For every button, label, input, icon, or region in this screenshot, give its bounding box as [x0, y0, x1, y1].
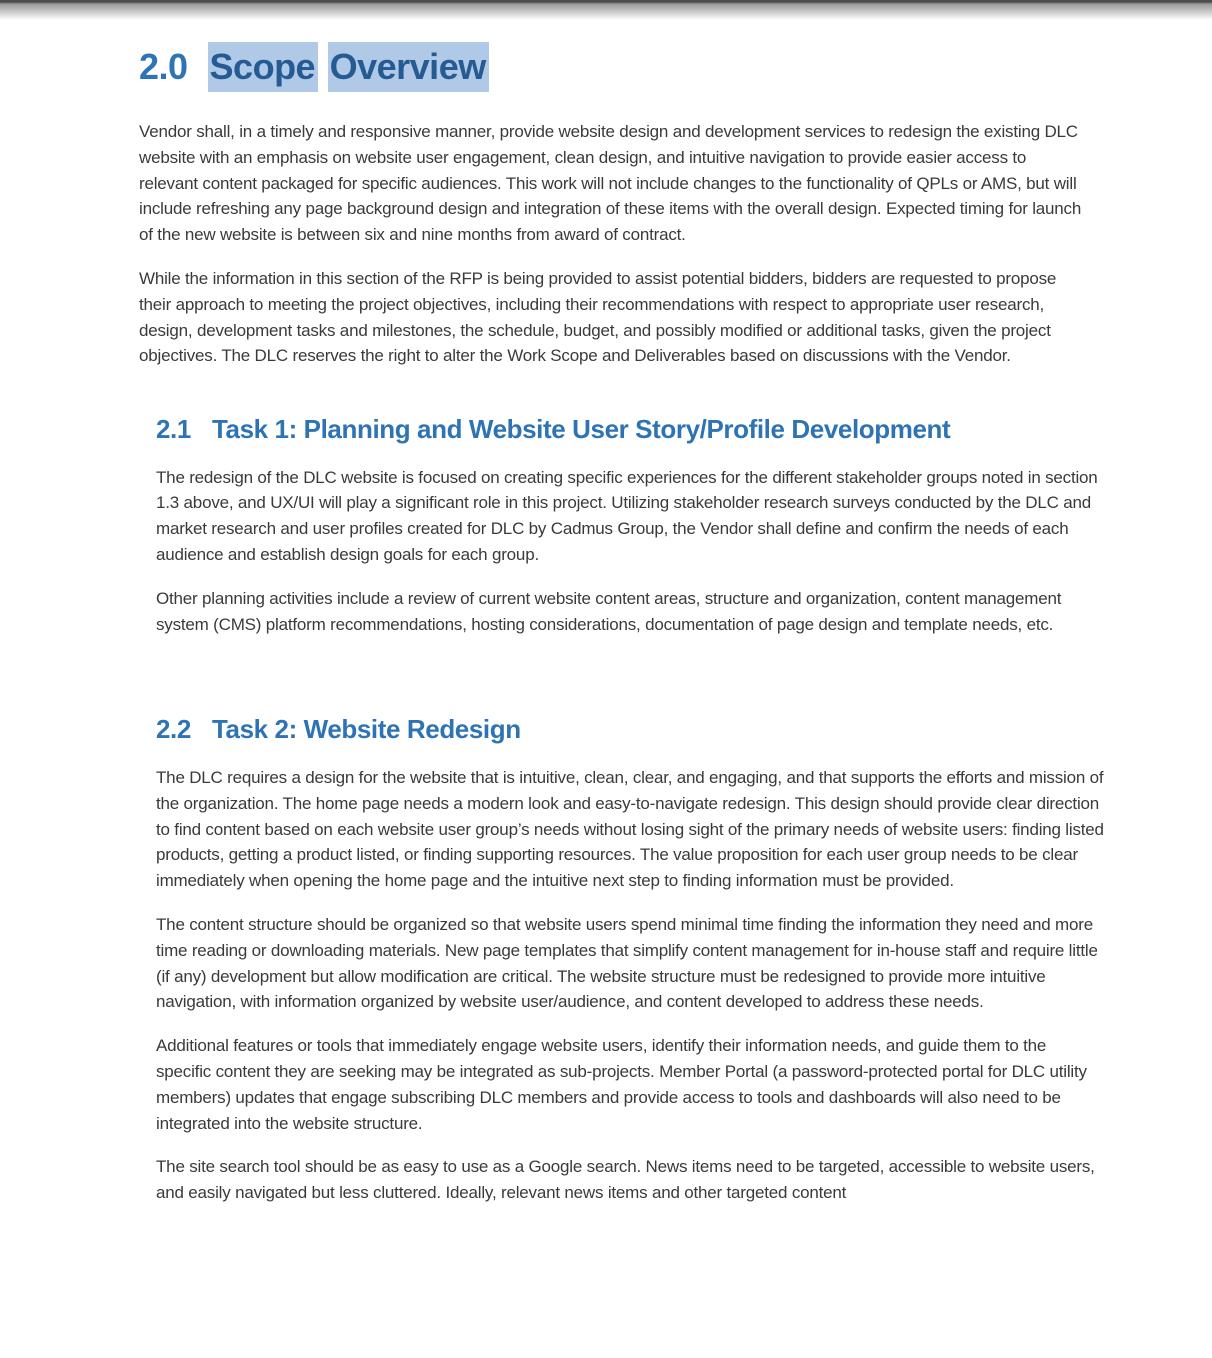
section-2-1-heading	[156, 413, 1087, 446]
title-highlighted-word-overview: Overview	[328, 42, 489, 92]
title-highlighted-word-scope: Scope	[208, 42, 319, 92]
section-2-2-paragraph-2: The content structure should be organized so that website users spend minimal time finding the information they need and more time reading or downloading materials. New page templates that simplify content management for in-house staff and require little (if any) development but allow modification are critical. The website structure must be redesigned to provide more intuitive navigation, with information organized by website user/audience, and content developed to address these needs.	[156, 914, 1098, 1012]
document-title	[139, 44, 1087, 89]
section-2-2-paragraph-3: Additional features or tools that immediately engage website users, identify their information needs, and guide them to the specific content they are seeking may be integrated as sub-projects. Member Portal (a password-protected portal for DLC utility members) updates that engage subscribing DLC members and provide access to tools and dashboards will also need to be integrated into the website structure.	[156, 1036, 1087, 1133]
intro-paragraph-1: Vendor shall, in a timely and responsive manner, provide website design and development services to redesign the existing DLC website with an emphasis on website user engagement, clean design, and intuitive navigation to provide easier access to relevant content packaged for specific audiences. This work will not include changes to the functionality of QPLs or AMS, but will include refreshing any page background design and integration of these items with the overall design. Expected timing for launch of the new website is between six and nine months from award of contract.	[139, 122, 1082, 245]
section-2-2-number: 2.2	[156, 714, 191, 745]
section-spacer	[139, 655, 1087, 669]
section-2-1-title: Task 1: Planning and Website User Story/Profile Development	[211, 414, 951, 445]
page-top-shadow	[0, 0, 1212, 20]
section-2-1	[156, 413, 1098, 637]
section-2-1-number: 2.1	[156, 414, 191, 445]
section-2-2-heading	[156, 713, 1087, 746]
title-section-number: 2.0	[139, 46, 188, 87]
section-2-2	[156, 713, 1104, 1205]
section-2-2-title: Task 2: Website Redesign	[211, 714, 521, 745]
section-2-2-paragraph-4: The site search tool should be as easy to use as a Google search. News items need to be targeted, accessible to website users, and easily navigated but less cluttered. Ideally, relevant news items and other targeted content	[156, 1157, 1095, 1203]
section-2-1-paragraph-1: The redesign of the DLC website is focused on creating specific experiences for the different stakeholder groups noted in section 1.3 above, and UX/UI will play a significant role in this project. Utilizing stakeholder research surveys conducted by the DLC and market research and user profiles created for DLC by Cadmus Group, the Vendor shall define and confirm the needs of each audience and establish design goals for each group.	[156, 467, 1098, 565]
intro-paragraph-2: While the information in this section of the RFP is being provided to assist potential bidders, bidders are requested to propose their approach to meeting the project objectives, including their recommendations with respect to appropriate user research, design, development tasks and milestones, the schedule, budget, and possibly modified or additional tasks, given the project objectives. The DLC reserves the right to alter the Work Scope and Deliverables based on discussions with the Vendor.	[139, 268, 1057, 366]
section-2-1-paragraph-2: Other planning activities include a review of current website content areas, structure and organization, content management system (CMS) platform recommendations, hosting considerations, documentation of page design and template needs, etc.	[156, 588, 1062, 634]
section-2-2-paragraph-1: The DLC requires a design for the website that is intuitive, clean, clear, and engaging, and that supports the efforts and mission of the organization. The home page needs a modern look and easy-to-navigate redesign. This design should provide clear direction to find content based on each website user group’s needs without losing sight of the primary needs of website users: finding listed products, getting a product listed, or finding supporting resources. The value proposition for each user group needs to be clear immediately when opening the home page and the intuitive next step to finding information must be provided.	[156, 767, 1104, 891]
document-content	[0, 44, 1212, 1206]
